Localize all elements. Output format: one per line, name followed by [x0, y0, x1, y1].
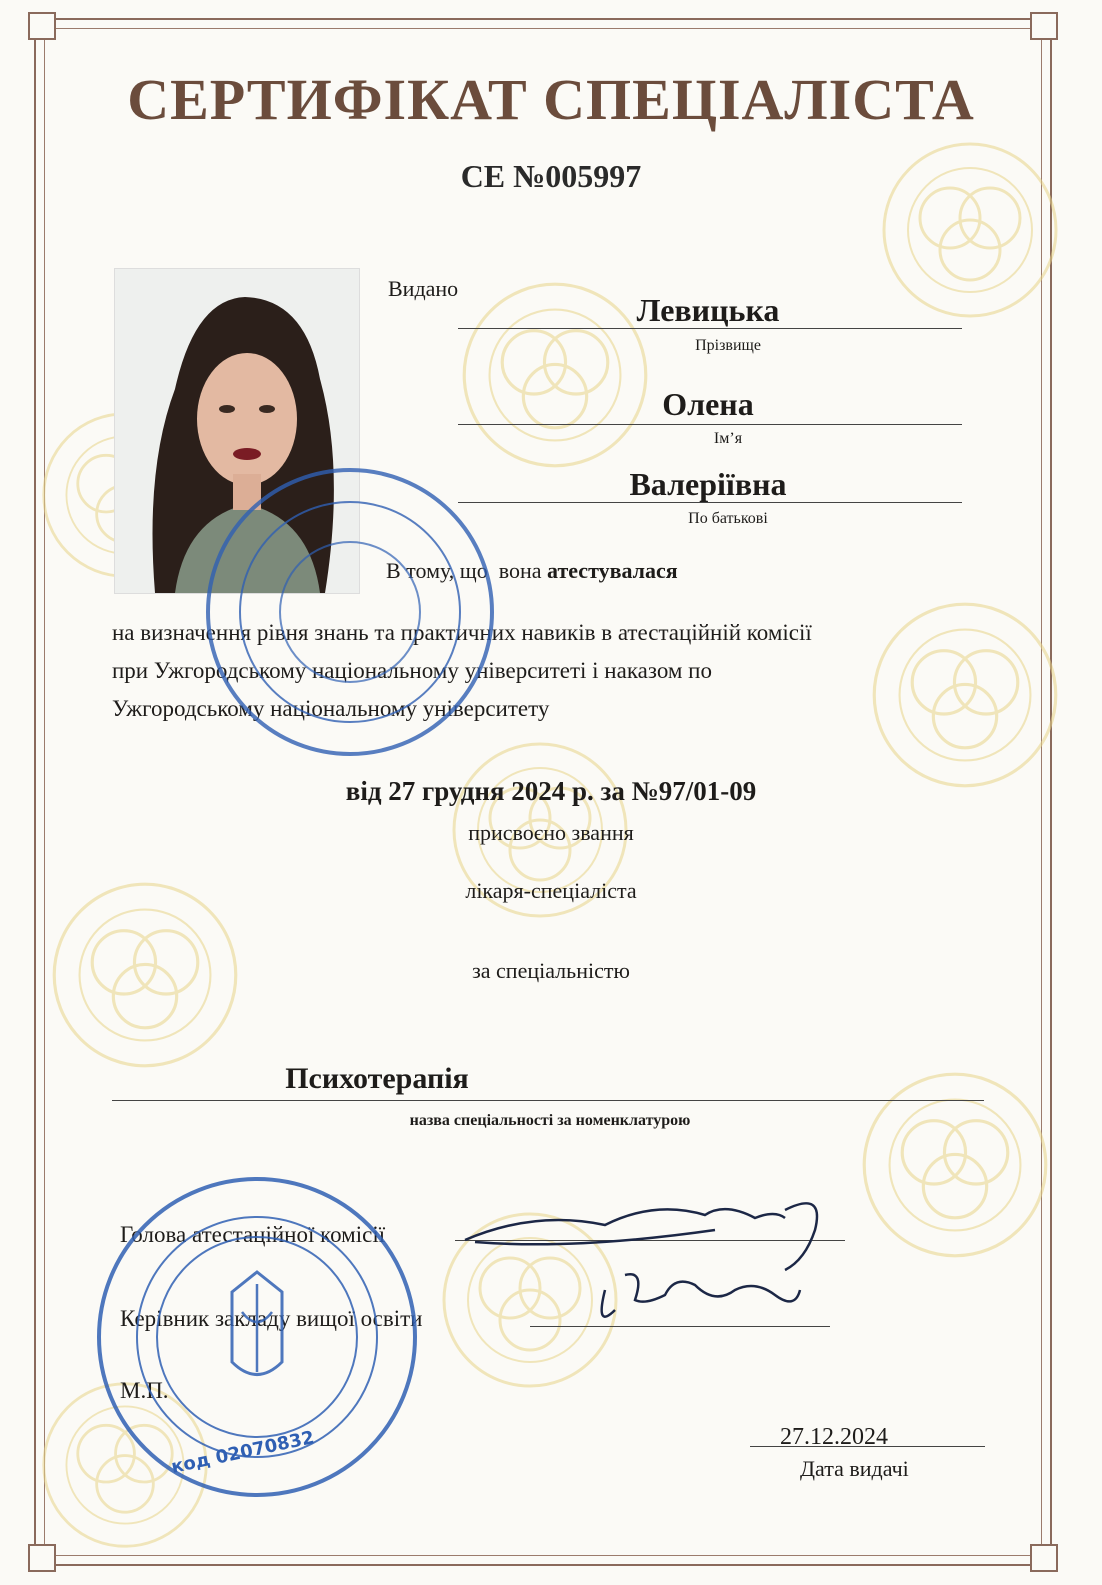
- specialty-caption: назва спеціальності за номенклатурою: [409, 1112, 691, 1129]
- patronymic-value: Валеріївна: [629, 466, 787, 502]
- attestation-line: на визначення рівня знань та практичних навиків в атестаційній комісії: [112, 620, 812, 645]
- seal-mark: М.П.: [120, 1378, 169, 1403]
- handwritten-signature: [455, 1180, 875, 1350]
- assigned-text: присвоєно звання: [468, 820, 634, 845]
- institution-head-label: Керівник закладу вищої освіти: [120, 1306, 423, 1331]
- commission-head-label: Голова атестаційної комісії: [120, 1222, 386, 1247]
- rank-text: лікаря-спеціаліста: [465, 878, 637, 903]
- frame-corner: [1030, 12, 1058, 40]
- university-watermark: [870, 600, 1060, 790]
- date-caption: Дата видачі: [800, 1456, 909, 1481]
- issue-date: 27.12.2024: [780, 1424, 888, 1450]
- specialty-line: [112, 1100, 984, 1101]
- patronymic-line: [458, 502, 962, 503]
- specialty-value: Психотерапія: [285, 1062, 469, 1095]
- verb-text: атестувалася: [547, 558, 678, 583]
- attestation-line: при Ужгородському національному університеті і наказом по: [112, 658, 712, 683]
- round-stamp: [200, 462, 500, 762]
- certificate-number: СЕ №005997: [460, 158, 642, 194]
- attestation-line: Ужгородському національному університету: [112, 696, 550, 721]
- university-watermark: [860, 1070, 1050, 1260]
- certificate-title: СЕРТИФІКАТ СПЕЦІАЛІСТА: [127, 67, 975, 132]
- name-value: Олена: [662, 386, 754, 422]
- order-reference: від 27 грудня 2024 р. за №97/01-09: [345, 776, 757, 806]
- name-caption: Ім’я: [713, 430, 743, 447]
- specialty-label: за спеціальністю: [472, 958, 630, 983]
- surname-value: Левицька: [636, 292, 780, 328]
- surname-caption: Прізвище: [695, 337, 761, 354]
- pronoun-text: вона: [498, 558, 542, 583]
- date-line: [750, 1446, 985, 1447]
- intro-text: В тому, що: [386, 558, 488, 583]
- frame-corner: [1030, 1544, 1058, 1572]
- issued-label: Видано: [388, 276, 459, 301]
- surname-line: [458, 328, 962, 329]
- frame-corner: [28, 12, 56, 40]
- patronymic-caption: По батькові: [688, 510, 768, 527]
- stamp-code: код 02070832: [169, 1427, 317, 1478]
- name-line: [458, 424, 962, 425]
